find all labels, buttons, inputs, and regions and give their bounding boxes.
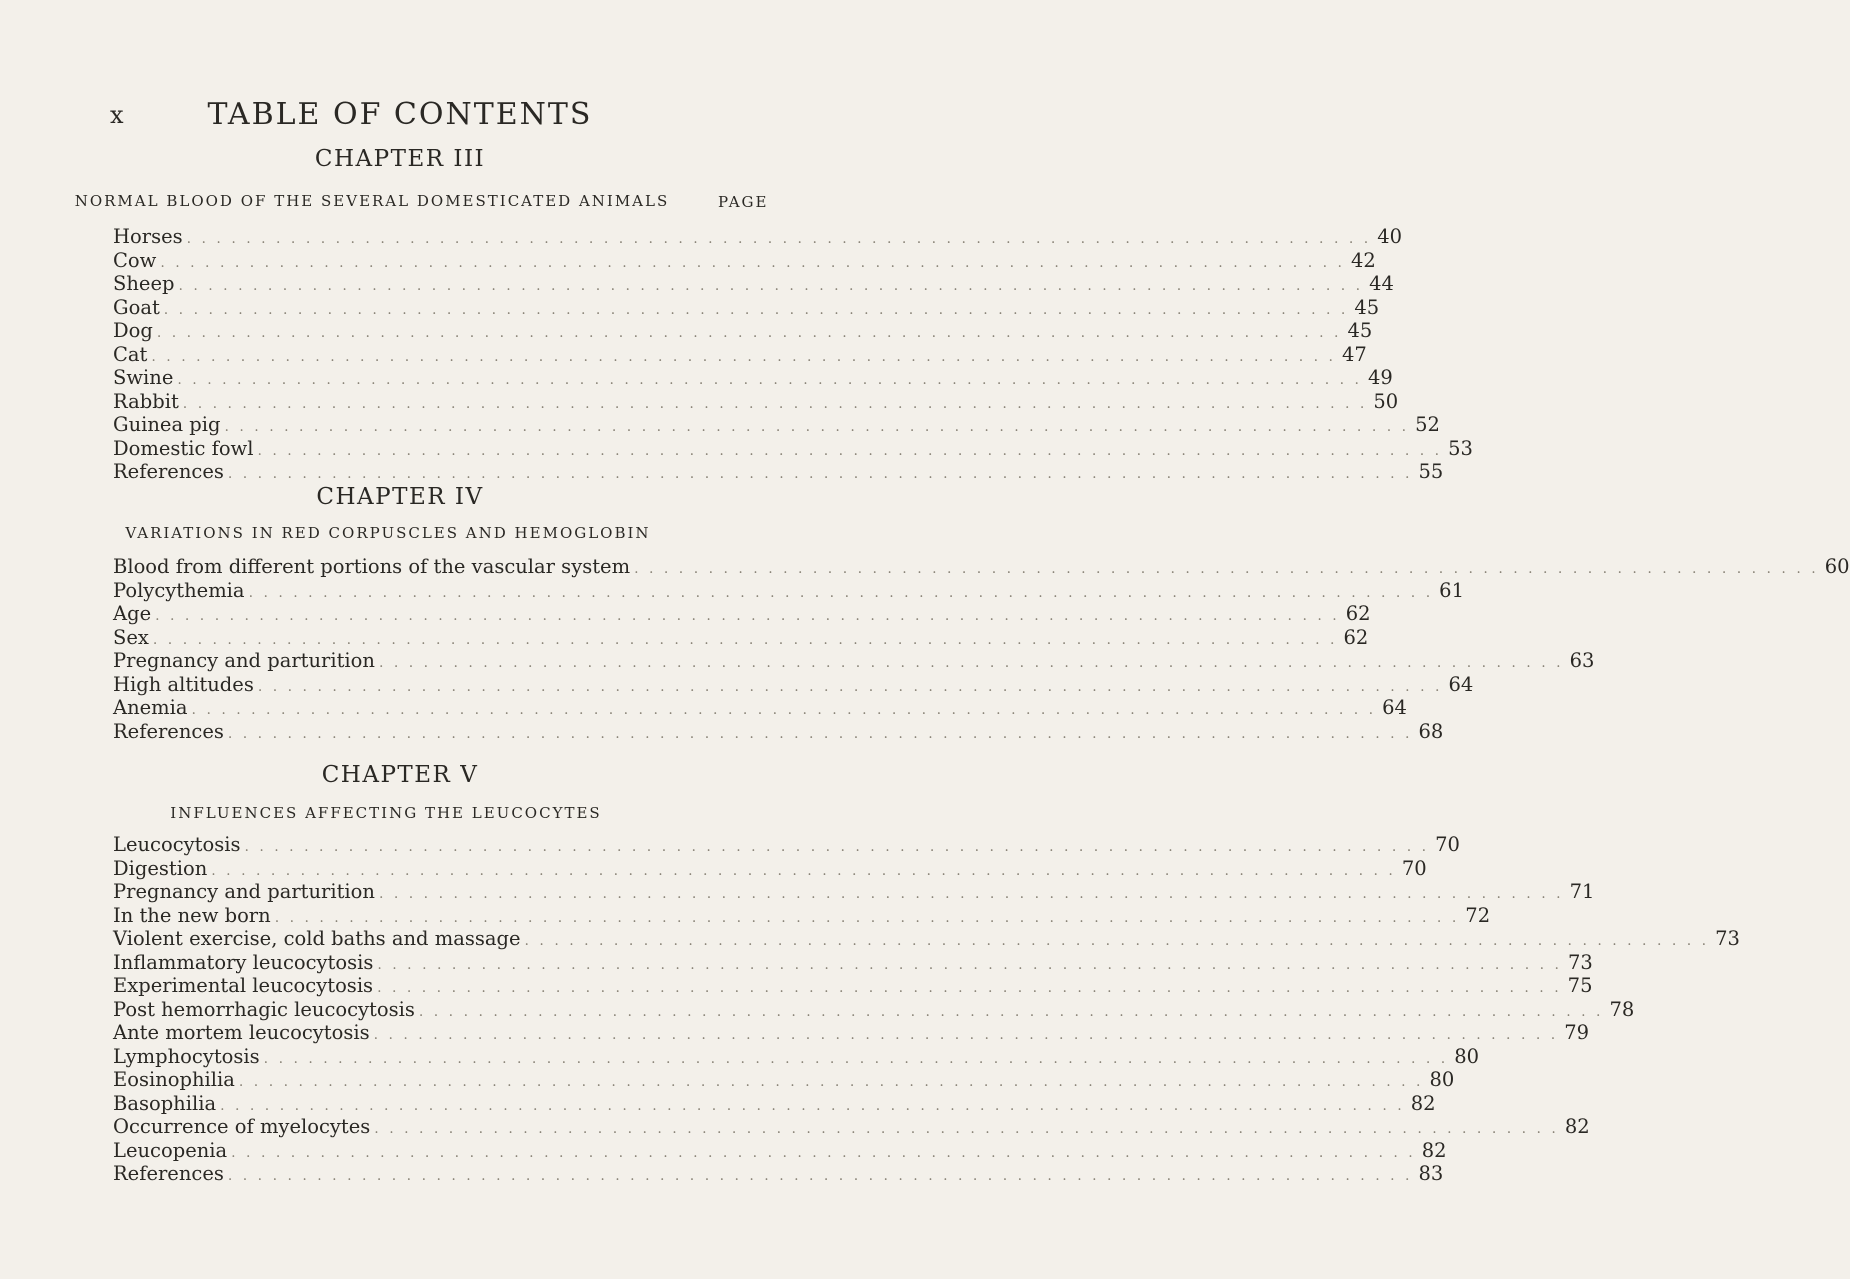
toc-entry [113,248,1376,273]
toc-entry [113,974,1593,998]
toc-entry-page: 47 [1341,342,1367,366]
dot-leader: . . . . . . . . . . . . . . . . . . . . . . . . . . . . . . . . . . . . . . . . . . . . . . . . . . . . . . . . . . . . . . . . . . . . . . . . . . . . . . . . [378,886,1564,902]
chapter-5-subtitle: INFLUENCES AFFECTING THE LEUCOCYTES [170,804,602,822]
dot-leader: . . . . . . . . . . . . . . . . . . . . . . . . . . . . . . . . . . . . . . . . . . . . . . . . . . . . . . . . . . . . . . . . . . . . . . . . . . . . . . . . [231,1144,1416,1161]
toc-entry-label: Goat [113,295,160,319]
dot-leader: . . . . . . . . . . . . . . . . . . . . . . . . . . . . . . . . . . . . . . . . . . . . . . . . . . . . . . . . . . . . . . . . . . . . . . . . . . . . . . . . [263,1050,1449,1067]
toc-entry-label: Blood from different portions of the vascular system [113,555,631,578]
toc-entry [113,1068,1455,1092]
toc-entry [113,719,1444,744]
toc-entry-label: Polycythemia [113,578,245,602]
toc-entry-label: Pregnancy and parturition [113,649,375,672]
page-title: TABLE OF CONTENTS [207,97,593,132]
toc-entry-label: Eosinophilia [113,1068,235,1091]
toc-entry-label: Digestion [113,856,208,880]
dot-leader: . . . . . . . . . . . . . . . . . . . . . . . . . . . . . . . . . . . . . . . . . . . . . . . . . . . . . . . . . . . . . . . . . . . . . . . . . . . . . . . . [152,631,1338,648]
toc-entry-page: 79 [1564,1021,1590,1044]
dot-leader: . . . . . . . . . . . . . . . . . . . . . . . . . . . . . . . . . . . . . . . . . . . . . . . . . . . . . . . . . . . . . . . . . . . . . . . . . . . . . . . . [257,678,1443,695]
toc-entry-page: 62 [1345,602,1371,625]
dot-leader: . . . . . . . . . . . . . . . . . . . . . . . . . . . . . . . . . . . . . . . . . . . . . . . . . . . . . . . . . . . . . . . . . . . . . . . . . . . . . . . . [160,254,1345,271]
toc-entry-label: Post hemorrhagic leucocytosis [113,997,415,1021]
toc-entry-label: Cat [113,342,148,366]
toc-entry-page: 63 [1569,649,1595,672]
chapter-3-subtitle: NORMAL BLOOD OF THE SEVERAL DOMESTICATED ANIMALS [74,192,670,210]
toc-entry-page: 72 [1465,903,1491,927]
dot-leader: . . . . . . . . . . . . . . . . . . . . . . . . . . . . . . . . . . . . . . . . . . . . . . . . . . . . . . . . . . . . . . . . . . . . . . . . . . . . . . . . [374,1121,1559,1137]
toc-entry-page: 78 [1609,997,1635,1021]
toc-entry [113,578,1464,603]
toc-entry-page: 42 [1350,248,1376,272]
toc-entry-label: Rabbit [113,389,179,413]
toc-entry-page: 75 [1567,974,1593,997]
toc-entry-label: Leucopenia [113,1138,228,1162]
toc-entry-label: References [113,460,224,483]
toc-entry [113,833,1460,857]
dot-leader: . . . . . . . . . . . . . . . . . . . . . . . . . . . . . . . . . . . . . . . . . . . . . . . . . . . . . . . . . . . . . . . . . . . . . . . . . . . . . . . . [224,419,1410,435]
toc-entry-label: Guinea pig [113,413,221,436]
toc-entry-page: 82 [1564,1115,1590,1138]
dot-leader: . . . . . . . . . . . . . . . . . . . . . . . . . . . . . . . . . . . . . . . . . . . . . . . . . . . . . . . . . . . . . . . . . . . . . . . . . . . . . . . . [227,1168,1413,1184]
toc-entry-label: In the new born [113,903,271,927]
toc-entry-label: Anemia [113,696,188,719]
toc-entry-page: 49 [1367,366,1393,389]
toc-entry-page: 68 [1418,719,1444,743]
toc-entry [113,272,1394,296]
toc-entry-label: Sheep [113,272,175,295]
toc-entry-label: Basophilia [113,1091,217,1115]
toc-entry-label: Horses [113,225,183,248]
toc-entry-page: 83 [1418,1162,1444,1185]
toc-entry [113,225,1403,249]
toc-entry-page: 70 [1401,856,1427,880]
toc-entry-label: Swine [113,366,174,389]
toc-entry-page: 80 [1454,1044,1480,1068]
toc-entry [113,366,1393,390]
toc-entry [113,950,1593,975]
toc-entry-label: Age [113,602,152,625]
toc-entry [113,342,1367,367]
toc-entry-page: 71 [1569,880,1595,903]
toc-entry-label: References [113,1162,224,1185]
dot-leader: . . . . . . . . . . . . . . . . . . . . . . . . . . . . . . . . . . . . . . . . . . . . . . . . . . . . . . . . . . . . . . . . . . . . . . . . . . . . . . . . [186,231,1372,247]
chapter-4-entries [113,555,1850,743]
dot-leader: . . . . . . . . . . . . . . . . . . . . . . . . . . . . . . . . . . . . . . . . . . . . . . . . . . . . . . . . . . . . . . . . . . . . . . . . . . . . . . . . [377,980,1562,996]
dot-leader: . . . . . . . . . . . . . . . . . . . . . . . . . . . . . . . . . . . . . . . . . . . . . . . . . . . . . . . . . . . . . . . . . . . . . . . . . . . . . . . . [248,584,1434,601]
toc-entry [113,1138,1447,1163]
toc-entry-label: Lymphocytosis [113,1044,260,1068]
toc-entry [113,927,1740,951]
toc-entry-page: 73 [1567,950,1593,974]
chapter-5-entries [113,833,1740,1186]
dot-leader: . . . . . . . . . . . . . . . . . . . . . . . . . . . . . . . . . . . . . . . . . . . . . . . . . . . . . . . . . . . . . . . . . . . . . . . . . . . . . . . . [155,608,1340,624]
toc-entry [113,295,1380,320]
toc-entry-label: References [113,719,224,743]
toc-entry-page: 45 [1354,295,1380,319]
dot-leader: . . . . . . . . . . . . . . . . . . . . . . . . . . . . . . . . . . . . . . . . . . . . . . . . . . . . . . . . . . . . . . . . . . . . . . . . . . . . . . . . [177,372,1362,388]
toc-entry [113,1115,1590,1139]
toc-entry [113,1162,1444,1186]
dot-leader: . . . . . . . . . . . . . . . . . . . . . . . . . . . . . . . . . . . . . . . . . . . . . . . . . . . . . . . . . . . . . . . . . . . . . . . . . . . . . . . . [373,1027,1559,1043]
chapter-5-heading: CHAPTER V [321,762,479,788]
toc-entry-label: Cow [113,248,157,272]
page-number-roman: x [110,101,124,129]
dot-leader: . . . . . . . . . . . . . . . . . . . . . . . . . . . . . . . . . . . . . . . . . . . . . . . . . . . . . . . . . . . . . . . . . . . . . . . . . . . . . . . . [182,395,1368,412]
toc-entry-page: 64 [1448,672,1474,696]
toc-entry [113,997,1635,1022]
dot-leader: . . . . . . . . . . . . . . . . . . . . . . . . . . . . . . . . . . . . . . . . . . . . . . . . . . . . . . . . . . . . . . . . . . . . . . . . . . . . . . . . [191,702,1377,718]
dot-leader: . . . . . . . . . . . . . . . . . . . . . . . . . . . . . . . . . . . . . . . . . . . . . . . . . . . . . . . . . . . . . . . . . . . . . . . . . . . . . . . . [163,301,1349,318]
toc-entry [113,880,1595,904]
toc-entry-page: 64 [1382,696,1407,719]
toc-entry-label: Dog [113,319,153,342]
toc-entry [113,555,1850,579]
toc-entry-label: Domestic fowl [113,436,254,460]
toc-entry-page: 82 [1421,1138,1447,1162]
dot-leader: . . . . . . . . . . . . . . . . . . . . . . . . . . . . . . . . . . . . . . . . . . . . . . . . . . . . . . . . . . . . . . . . . . . . . . . . . . . . . . . . [178,278,1364,294]
dot-leader: . . . . . . . . . . . . . . . . . . . . . . . . . . . . . . . . . . . . . . . . . . . . . . . . . . . . . . . . . . . . . . . . . . . . . . . . . . . . . . . . [274,909,1460,926]
chapter-3-heading: CHAPTER III [314,146,486,172]
toc-entry-label: Leucocytosis [113,833,241,856]
toc-entry [113,389,1399,414]
toc-entry [113,649,1595,673]
toc-entry-page: 50 [1373,389,1399,413]
toc-entry [113,696,1407,720]
dot-leader: . . . . . . . . . . . . . . . . . . . . . . . . . . . . . . . . . . . . . . . . . . . . . . . . . . . . . . . . . . . . . . . . . . . . . . . . . . . . . . . . [378,655,1564,671]
toc-entry-label: Occurrence of myelocytes [113,1115,371,1138]
toc-entry [113,413,1440,437]
toc-entry [113,625,1369,650]
toc-entry [113,672,1474,697]
toc-entry [113,856,1427,881]
dot-leader: . . . . . . . . . . . . . . . . . . . . . . . . . . . . . . . . . . . . . . . . . . . . . . . . . . . . . . . . . . . . . . . . . . . . . . . . . . . . . . . . [418,1003,1604,1020]
toc-entry-label: Ante mortem leucocytosis [113,1021,370,1044]
dot-leader: . . . . . . . . . . . . . . . . . . . . . . . . . . . . . . . . . . . . . . . . . . . . . . . . . . . . . . . . . . . . . . . . . . . . . . . . . . . . . . . . [227,725,1413,742]
dot-leader: . . . . . . . . . . . . . . . . . . . . . . . . . . . . . . . . . . . . . . . . . . . . . . . . . . . . . . . . . . . . . . . . . . . . . . . . . . . . . . . . [634,561,1819,577]
dot-leader: . . . . . . . . . . . . . . . . . . . . . . . . . . . . . . . . . . . . . . . . . . . . . . . . . . . . . . . . . . . . . . . . . . . . . . . . . . . . . . . . [211,862,1396,879]
toc-entry-label: Experimental leucocytosis [113,974,374,997]
toc-entry [113,1044,1480,1069]
toc-entry [113,1091,1436,1116]
chapter-4-subtitle: VARIATIONS IN RED CORPUSCLES AND HEMOGLOBIN [125,524,651,542]
dot-leader: . . . . . . . . . . . . . . . . . . . . . . . . . . . . . . . . . . . . . . . . . . . . . . . . . . . . . . . . . . . . . . . . . . . . . . . . . . . . . . . . [220,1097,1405,1114]
toc-entry [113,602,1371,626]
toc-entry-page: 40 [1377,225,1403,248]
page-column-label: PAGE [718,193,769,211]
dot-leader: . . . . . . . . . . . . . . . . . . . . . . . . . . . . . . . . . . . . . . . . . . . . . . . . . . . . . . . . . . . . . . . . . . . . . . . . . . . . . . . . [151,348,1336,365]
toc-entry-page: 45 [1347,319,1373,342]
toc-entry-page: 44 [1369,272,1394,295]
dot-leader: . . . . . . . . . . . . . . . . . . . . . . . . . . . . . . . . . . . . . . . . . . . . . . . . . . . . . . . . . . . . . . . . . . . . . . . . . . . . . . . . [257,442,1443,459]
dot-leader: . . . . . . . . . . . . . . . . . . . . . . . . . . . . . . . . . . . . . . . . . . . . . . . . . . . . . . . . . . . . . . . . . . . . . . . . . . . . . . . . [156,325,1342,341]
toc-entry [113,460,1444,484]
toc-entry-label: Sex [113,625,149,649]
toc-entry-page: 80 [1429,1068,1455,1091]
toc-entry-label: Violent exercise, cold baths and massage [113,927,521,950]
toc-entry-label: Inflammatory leucocytosis [113,950,374,974]
toc-entry [113,436,1473,461]
toc-entry-page: 70 [1435,833,1460,856]
toc-entry-page: 53 [1448,436,1473,460]
toc-entry [113,319,1373,343]
dot-leader: . . . . . . . . . . . . . . . . . . . . . . . . . . . . . . . . . . . . . . . . . . . . . . . . . . . . . . . . . . . . . . . . . . . . . . . . . . . . . . . . [227,466,1413,482]
dot-leader: . . . . . . . . . . . . . . . . . . . . . . . . . . . . . . . . . . . . . . . . . . . . . . . . . . . . . . . . . . . . . . . . . . . . . . . . . . . . . . . . [524,933,1710,949]
chapter-3-entries [113,225,1473,484]
toc-entry-page: 82 [1410,1091,1436,1115]
toc-entry-label: Pregnancy and parturition [113,880,375,903]
toc-entry-page: 73 [1715,927,1740,950]
dot-leader: . . . . . . . . . . . . . . . . . . . . . . . . . . . . . . . . . . . . . . . . . . . . . . . . . . . . . . . . . . . . . . . . . . . . . . . . . . . . . . . . [377,956,1562,973]
chapter-4-heading: CHAPTER IV [316,484,484,510]
toc-entry-page: 62 [1343,625,1369,649]
toc-entry-label: High altitudes [113,672,254,696]
toc-entry-page: 61 [1439,578,1464,602]
dot-leader: . . . . . . . . . . . . . . . . . . . . . . . . . . . . . . . . . . . . . . . . . . . . . . . . . . . . . . . . . . . . . . . . . . . . . . . . . . . . . . . . [244,839,1430,855]
toc-entry [113,903,1491,928]
toc-entry-page: 60 [1824,555,1850,578]
toc-entry [113,1021,1590,1045]
toc-entry-page: 55 [1418,460,1444,483]
toc-entry-page: 52 [1415,413,1440,436]
dot-leader: . . . . . . . . . . . . . . . . . . . . . . . . . . . . . . . . . . . . . . . . . . . . . . . . . . . . . . . . . . . . . . . . . . . . . . . . . . . . . . . . [238,1074,1424,1090]
